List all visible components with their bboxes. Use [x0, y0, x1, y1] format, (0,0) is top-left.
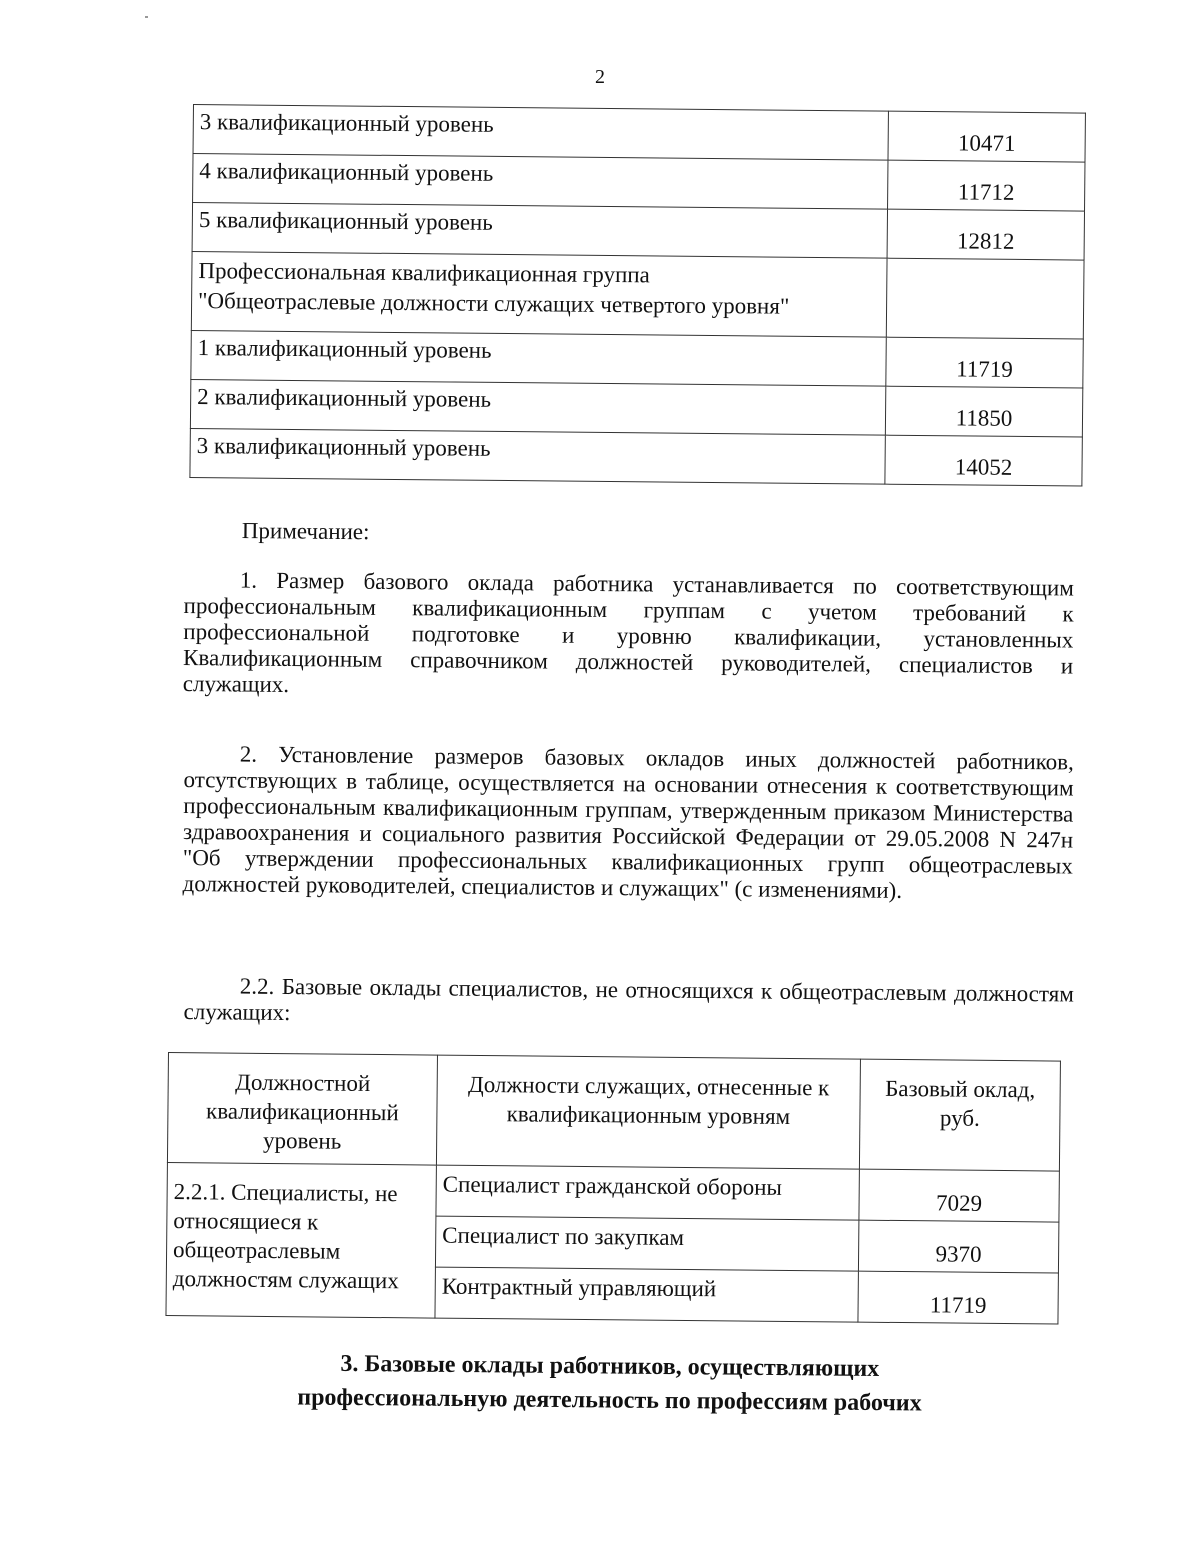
group-label [191, 251, 887, 337]
level-label: 3 квалификационный уровень [190, 428, 885, 484]
table-row [167, 1162, 1059, 1222]
table-row [190, 379, 1082, 437]
group-level-label: 2.2.1. Специалисты, не относящиеся к общеотраслевым должностям служащих [166, 1162, 436, 1318]
qualification-levels-table [189, 104, 1086, 487]
post-name: Контрактный управляющий [435, 1267, 858, 1322]
specialists-salary-table [165, 1052, 1060, 1325]
note-item-2-text: 2. Установление размеров базовых окладов иных должностей работников, отсутствующих в таблице, осуществляется на основании отнесения к соответствующим профессиональным квалификационным группам, утвержденным приказом Министерства здравоохранения и социального развития Российской Федерации от 29.05.2008 N 247н "Об утверждении профессиональных квалификационных групп общеотраслевых должностей руководителей, специалистов и служащих" (с изменениями). [182, 741, 1074, 903]
note-item-1-text: 1. Размер базового оклада работника устанавливается по соответствующим профессиональным квалификационным группам с учетом требований к профессиональной подготовке и уровню квалификации, установленных Квалификационным справочником должностей руководителей, специалистов и служащих. [182, 567, 1074, 698]
group-label-line2: "Общеотраслевые должности служащих четвертого уровня" [197, 288, 790, 319]
level-label: 2 квалификационный уровень [190, 379, 885, 435]
salary-value: 11719 [886, 337, 1083, 388]
table-header-row [167, 1053, 1060, 1172]
salary-value-empty [886, 258, 1084, 339]
note-item-1 [183, 567, 1074, 706]
salary-value: 14052 [885, 435, 1082, 486]
note-item-2 [183, 741, 1074, 906]
level-label: 1 квалификационный уровень [191, 330, 886, 386]
table-row [190, 428, 1082, 486]
header-level: Должностной квалификационный уровень [167, 1053, 437, 1166]
table-row [193, 154, 1085, 212]
salary-value: 10471 [888, 111, 1085, 162]
note-item-2-2 [184, 973, 1074, 1034]
table-row [191, 330, 1083, 388]
level-label: 5 квалификационный уровень [192, 203, 887, 259]
page-number: 2 [595, 66, 605, 88]
note-title: Примечание: [241, 518, 370, 545]
level-label: 4 квалификационный уровень [193, 154, 888, 210]
section-3-heading-line2: профессиональную деятельность по профессиям рабочих [297, 1384, 922, 1417]
salary-value: 9370 [858, 1220, 1058, 1273]
group-row [191, 251, 1084, 339]
group-label-line1: Профессиональная квалификационная группа [198, 258, 650, 288]
note-item-2-2-text: 2.2. Базовые оклады специалистов, не относящихся к общеотраслевым должностям служащих: [183, 973, 1074, 1026]
header-posts: Должности служащих, отнесенные к квалификационным уровням [436, 1055, 860, 1169]
salary-value: 11719 [858, 1271, 1058, 1324]
salary-value: 11712 [888, 160, 1085, 211]
salary-value: 12812 [887, 209, 1084, 260]
post-name: Специалист гражданской обороны [436, 1165, 859, 1220]
table-row [192, 203, 1084, 261]
section-3-heading [249, 1346, 970, 1421]
table-row [193, 105, 1085, 163]
salary-value: 11850 [885, 386, 1082, 437]
level-label: 3 квалификационный уровень [193, 105, 888, 161]
salary-value: 7029 [859, 1169, 1059, 1222]
scan-speck [145, 16, 148, 18]
section-3-heading-line1: 3. Базовые оклады работников, осуществляющих [340, 1350, 880, 1383]
post-name: Специалист по закупкам [435, 1216, 858, 1271]
header-salary: Базовый оклад, руб. [859, 1059, 1060, 1171]
